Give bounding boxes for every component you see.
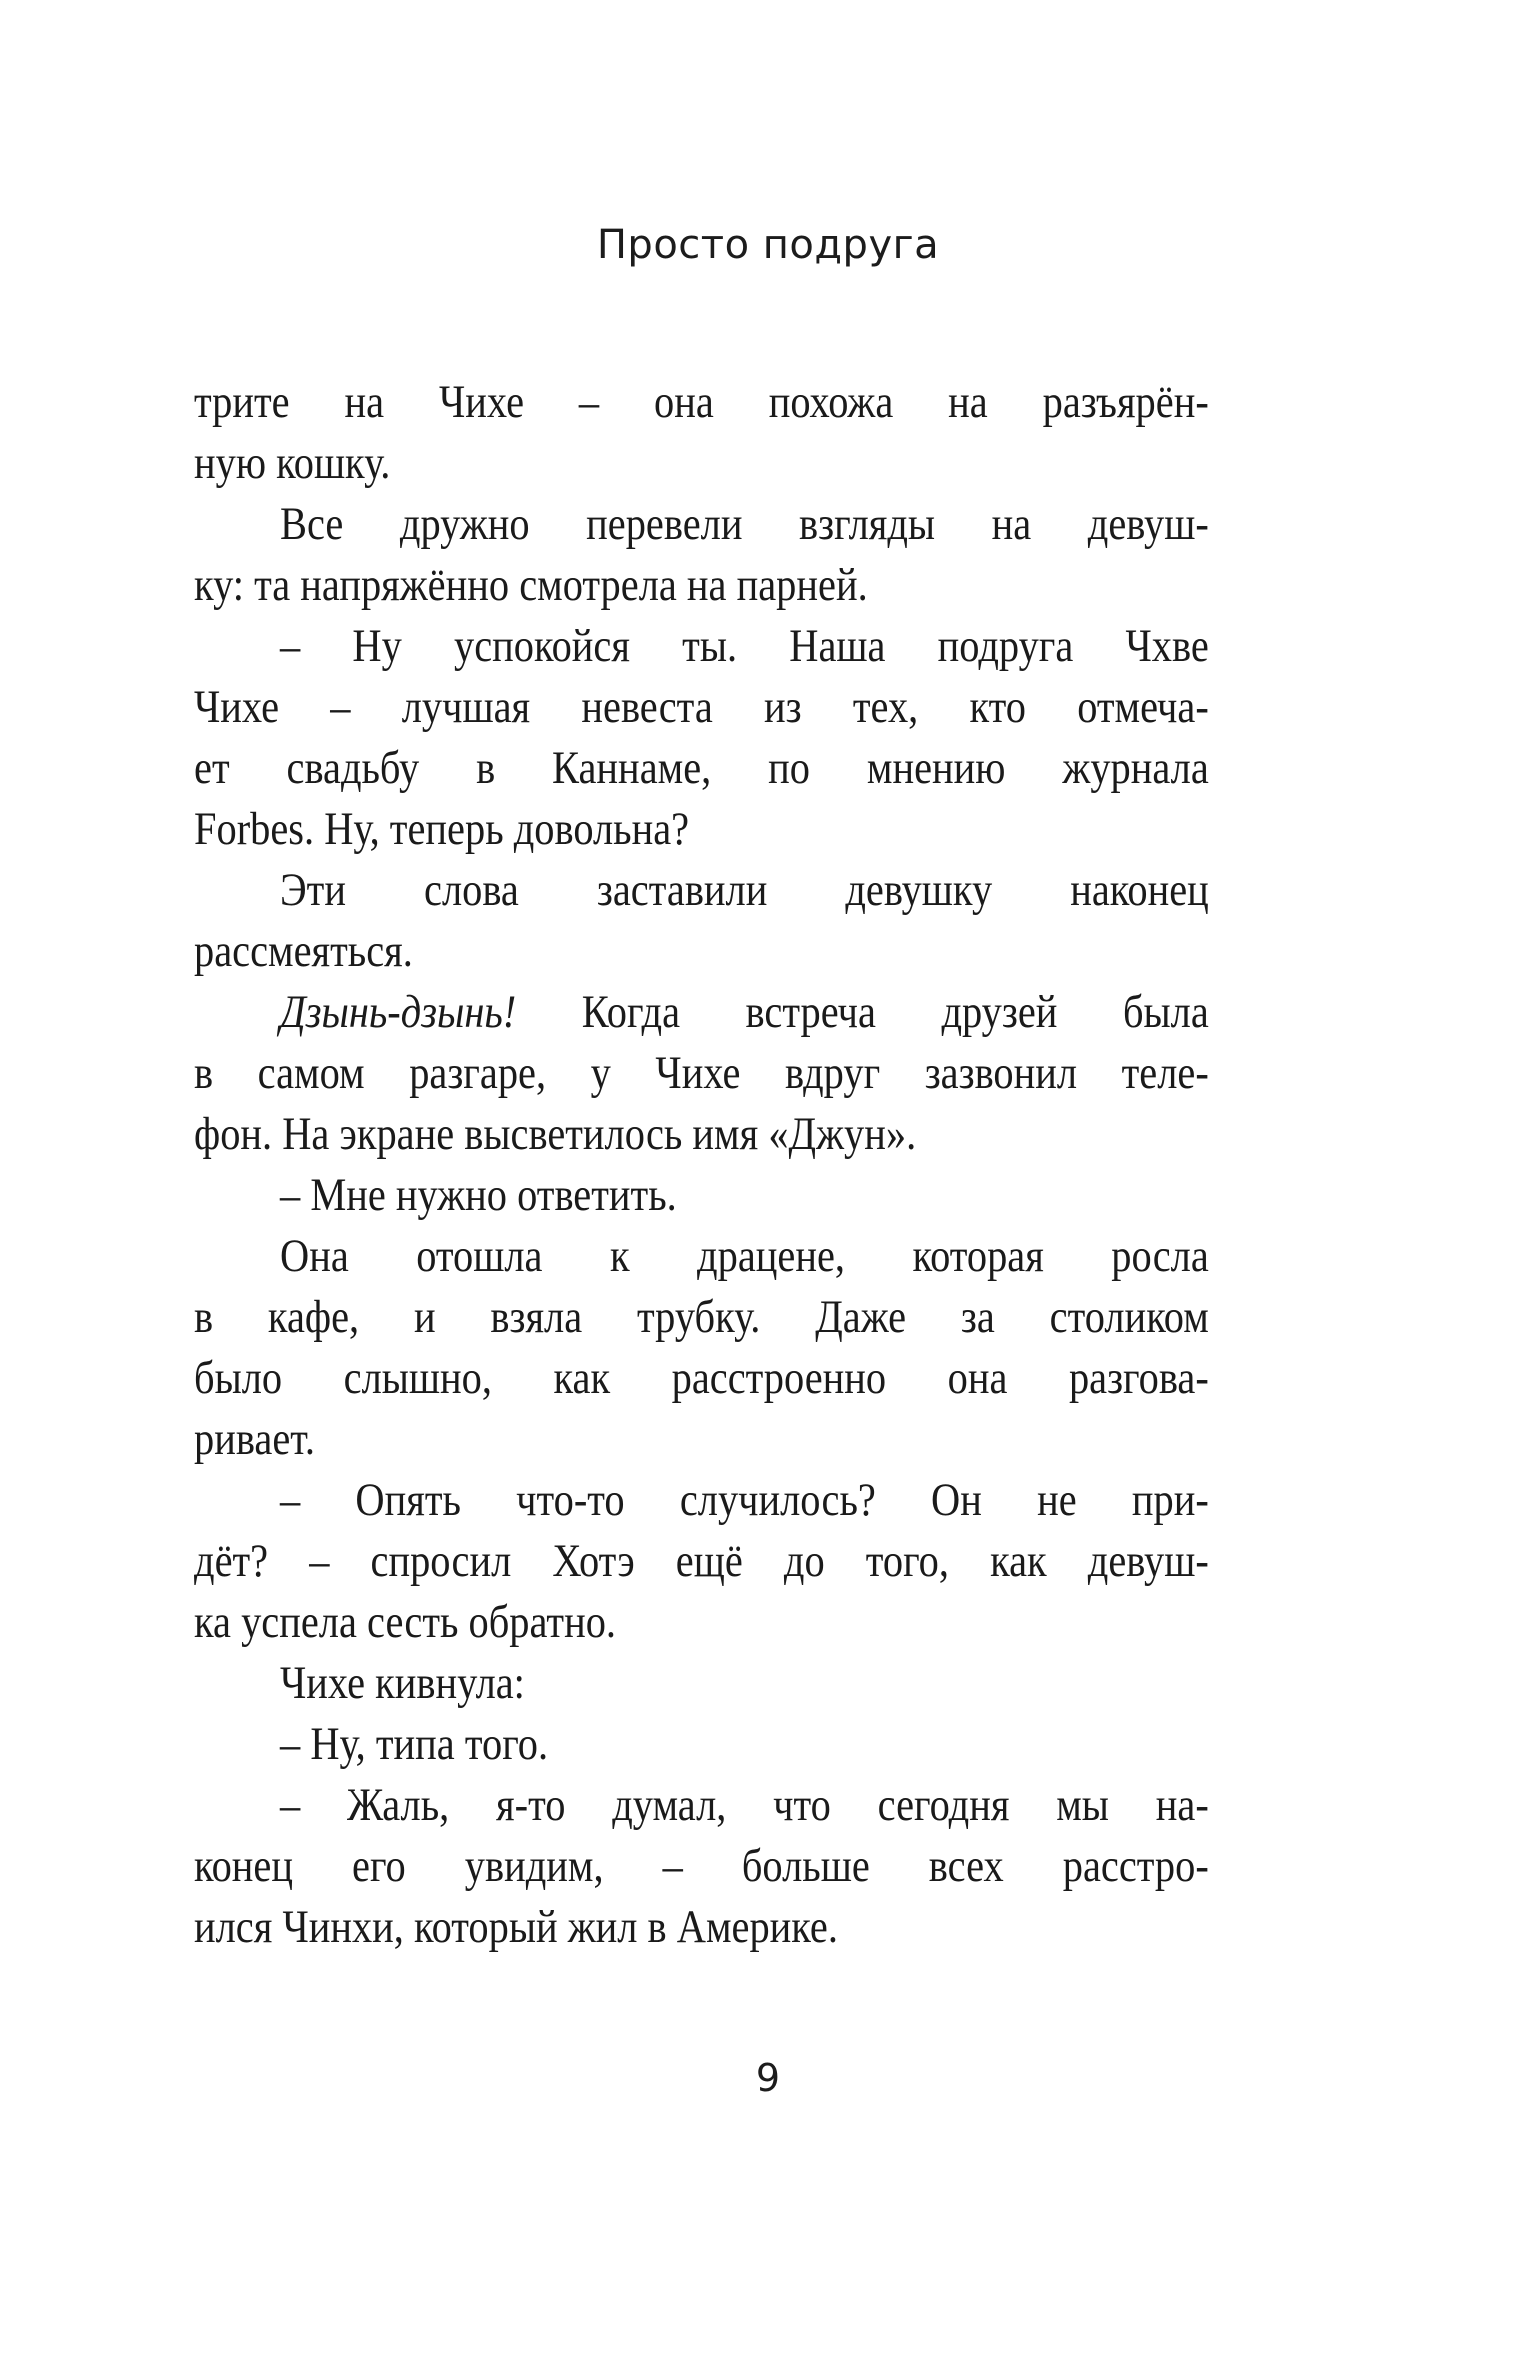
text-line [194, 1775, 1209, 1836]
running-head: Просто подруга [596, 222, 940, 268]
text-line [194, 555, 1209, 616]
line-text: ную кошку. [194, 437, 391, 489]
line-text: в самом разгаре, у Чихе вдруг зазвонил теле- [194, 1047, 1209, 1099]
text-line [194, 1836, 1209, 1897]
line-text: – Ну, типа того. [280, 1718, 549, 1770]
line-text: дёт? – спросил Хотэ ещё до того, как девуш- [194, 1535, 1209, 1587]
line-text: Forbes. Ну, теперь довольна? [194, 803, 690, 855]
line-text: Все дружно перевели взгляды на девуш- [280, 498, 1209, 550]
text-line [194, 1348, 1209, 1409]
line-text: конец его увидим, – больше всех расстро- [194, 1840, 1209, 1892]
line-text: трите на Чихе – она похожа на разъярён- [194, 376, 1209, 428]
text-line [194, 1897, 1209, 1958]
text-line [194, 1653, 1209, 1714]
text-line [194, 1409, 1209, 1470]
text-line [194, 1043, 1209, 1104]
line-text: ет свадьбу в Каннаме, по мнению журнала [194, 742, 1209, 794]
text-line [194, 433, 1209, 494]
text-line [194, 677, 1209, 738]
text-line [194, 1226, 1209, 1287]
line-text: было слышно, как расстроенно она разгова- [194, 1352, 1209, 1404]
text-line [194, 1287, 1209, 1348]
text-line [194, 982, 1209, 1043]
line-text: Чихе кивнула: [280, 1657, 525, 1709]
text-line [194, 1104, 1209, 1165]
text-line [194, 494, 1209, 555]
line-text: рассмеяться. [194, 925, 413, 977]
line-text: Эти слова заставили девушку наконец [280, 864, 1209, 916]
line-text: Она отошла к драцене, которая росла [280, 1230, 1209, 1282]
line-text: ривает. [194, 1413, 316, 1465]
text-line [194, 921, 1209, 982]
text-line [194, 1592, 1209, 1653]
line-text: ка успела сесть обратно. [194, 1596, 617, 1648]
line-text: ился Чинхи, который жил в Америке. [194, 1901, 838, 1953]
line-text: – Опять что-то случилось? Он не при- [280, 1474, 1209, 1526]
text-line [194, 372, 1209, 433]
line-text: – Жаль, я-то думал, что сегодня мы на- [280, 1779, 1209, 1831]
line-text: фон. На экране высветилось имя «Джун». [194, 1108, 917, 1160]
text-line [194, 1531, 1209, 1592]
text-line [194, 1470, 1209, 1531]
line-text: ку: та напряжённо смотрела на парней. [194, 559, 868, 611]
italic-sound-effect: Дзынь-дзынь! [280, 986, 517, 1038]
line-text: в кафе, и взяла трубку. Даже за столиком [194, 1291, 1209, 1343]
text-line [194, 799, 1209, 860]
text-line [194, 1165, 1209, 1226]
line-text: – Ну успокойся ты. Наша подруга Чхве [280, 620, 1209, 672]
line-text: – Мне нужно ответить. [280, 1169, 677, 1221]
text-line [194, 616, 1209, 677]
text-line [194, 860, 1209, 921]
line-text: Чихе – лучшая невеста из тех, кто отмеча- [194, 681, 1209, 733]
text-line [194, 738, 1209, 799]
page-number: 9 [755, 2056, 781, 2100]
text-line [194, 1714, 1209, 1775]
line-text: Когда встреча друзей была [516, 986, 1209, 1038]
body-text [194, 372, 1209, 1958]
